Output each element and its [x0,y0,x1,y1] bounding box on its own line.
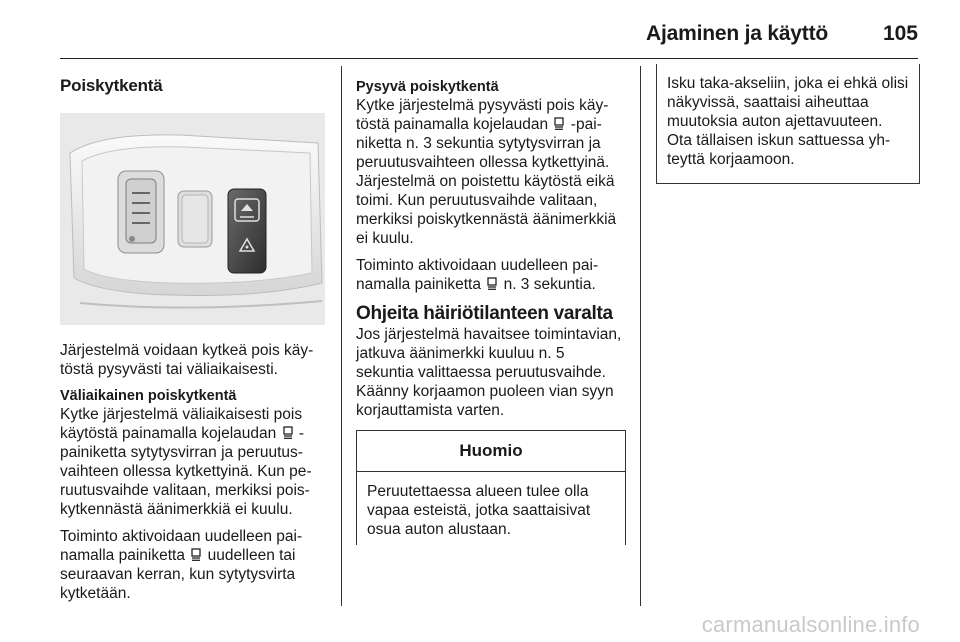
parking-button-icon [487,277,497,290]
temporary-p2-before: Toiminto aktivoidaan uudelleen painamalla painiketta [60,528,303,564]
temporary-p1-after: -painiketta sytytysvirran ja peruutusvaihteen ollessa kytkettyinä. Kun peruutusvaihde valitaan, merkiksi poiskytkennästä äänimerkkiä ei kuulu. [60,425,312,518]
permanent-p2-before: Toiminto aktivoidaan uudelleen painamalla painiketta [356,257,599,293]
section-heading-poiskytkenta: Poiskytkentä [60,76,163,95]
column-3 [656,66,920,184]
column-2 [356,66,626,545]
page-header [60,14,918,59]
column-divider-1 [341,66,342,606]
permanent-p1-after: -painiketta n. 3 sekuntia sytytysvirran ja peruutusvaihteen ollessa kytkettyinä. Järjestelmä on poistettu käytöstä eikä toimi. Kun peruutusvaihde valitaan, merkiksi poiskytkennästä äänimerkkiä ei kuulu. [356,116,617,247]
subheading-permanent: Pysyvä poiskytkentä [356,79,499,95]
column-divider-2 [640,66,641,606]
permanent-p1-before: Kytke järjestelmä pysyvästi pois käytöstä painamalla kojelaudan [356,97,609,133]
parking-button-icon [283,426,293,439]
parking-button-icon [554,117,564,130]
caution-note-continued [656,64,920,184]
parking-sensor-switch-panel-icon [60,113,325,325]
switch-panel-photo [60,113,325,325]
section-heading-troubleshooting: Ohjeita häiriötilanteen varalta [356,303,613,324]
caution-note-body: Peruutettaessa alueen tulee olla vapaa esteistä, jotka saattaisivat osua auton alustaan. [367,483,591,538]
parking-button-icon [191,548,201,561]
caution-note-title: Huomio [357,431,625,472]
subheading-temporary: Väliaikainen poiskytkentä [60,388,237,404]
temporary-paragraph-1 [60,405,332,519]
caution-note-continued-text: Isku taka-akseliin, joka ei ehkä olisi näkyvissä, saattaisi aiheuttaa muutoksia auton ajettavuuteen. Ota tällaisen iskun sattuessa yhteyttä korjaamoon. [667,75,909,168]
temporary-p2-after: uudelleen tai seuraavan kerran, kun sytytysvirta kytketään. [60,547,296,602]
troubleshooting-paragraph: Jos järjestelmä havaitsee toimintavian, jatkuva äänimerkki kuuluu n. 5 sekuntia valittaessa peruutusvaihde. Käänny korjaamon puoleen vian syyn korjauttamista varten. [356,326,622,419]
watermark: carmanualsonline.info [701,612,920,637]
permanent-paragraph-1 [356,96,626,248]
temporary-paragraph-2 [60,527,332,603]
permanent-p2-after: n. 3 sekuntia. [503,276,596,293]
caution-note-box [356,430,626,545]
column-1 [60,66,332,611]
temporary-p1-before: Kytke järjestelmä väliaikaisesti pois käytöstä painamalla kojelaudan [60,406,303,442]
page-header-title: Ajaminen ja käyttö [646,22,828,45]
page-number: 105 [882,22,918,45]
permanent-paragraph-2 [356,256,626,294]
intro-paragraph: Järjestelmä voidaan kytkeä pois käytöstä pysyvästi tai väliaikaisesti. [60,342,314,378]
